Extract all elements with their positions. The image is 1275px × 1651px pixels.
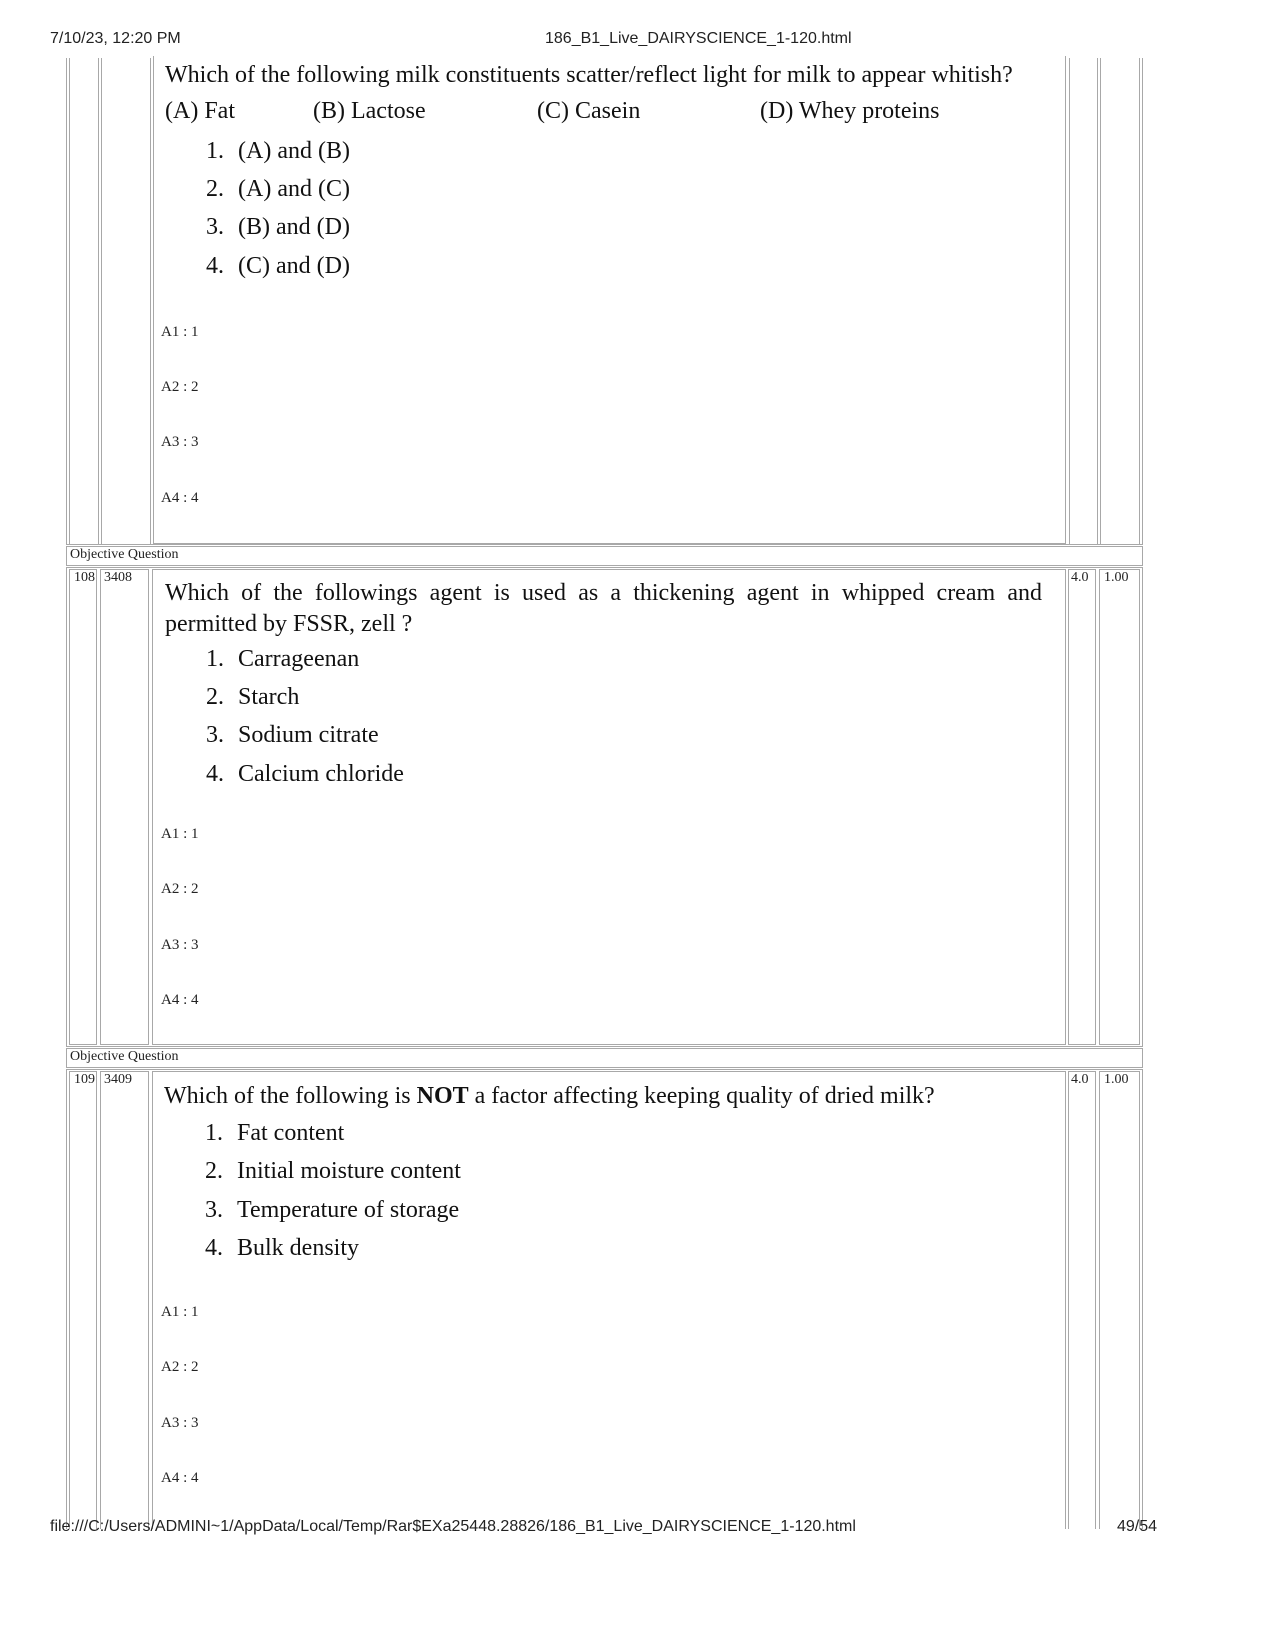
option-2: 2. (A) and (C)	[206, 176, 350, 202]
answer-id-2: A2 : 2	[161, 1359, 199, 1375]
answer-id-3: A3 : 3	[161, 1415, 199, 1431]
table-border	[150, 58, 151, 544]
sub-option-b: (B) Lactose	[313, 98, 426, 124]
marks: 4.0	[1071, 570, 1089, 585]
question-cell	[153, 56, 1066, 544]
print-title: 186_B1_Live_DAIRYSCIENCE_1-120.html	[545, 30, 852, 47]
qid-cell	[100, 569, 149, 1045]
serial-number: 108	[74, 570, 95, 585]
table-border	[1069, 58, 1070, 544]
table-border	[1139, 58, 1140, 544]
sub-option-c: (C) Casein	[537, 98, 641, 124]
answer-id-4: A4 : 4	[161, 992, 199, 1008]
question-type-row	[66, 546, 1143, 566]
sub-option-a: (A) Fat	[165, 98, 235, 124]
option-4: 4. (C) and (D)	[206, 253, 350, 279]
serial-cell	[69, 1071, 97, 1529]
qid-cell	[100, 1071, 149, 1529]
option-3: 3. Sodium citrate	[206, 722, 379, 748]
question-id: 3408	[104, 570, 132, 585]
answer-id-4: A4 : 4	[161, 1470, 199, 1486]
print-datetime: 7/10/23, 12:20 PM	[50, 30, 181, 47]
question-cell	[152, 569, 1066, 1045]
question-text: Which of the followings agent is used as a thickening agent in whipped cream and permitted by FSSR, zell ?	[165, 580, 1042, 637]
option-2: 2. Starch	[206, 684, 300, 710]
negative-marks: 1.00	[1104, 1072, 1129, 1087]
question-type-label: Objective Question	[70, 547, 179, 562]
sub-option-d: (D) Whey proteins	[760, 98, 940, 124]
question-text: Which of the following is NOT a factor affecting keeping quality of dried milk?	[164, 1083, 935, 1109]
option-4: 4. Calcium chloride	[206, 761, 404, 787]
option-2: 2. Initial moisture content	[205, 1158, 461, 1184]
question-type-label: Objective Question	[70, 1049, 179, 1064]
negative-marks: 1.00	[1104, 570, 1129, 585]
table-border	[66, 58, 67, 544]
print-file-path: file:///C:/Users/ADMINI~1/AppData/Local/Temp/Rar$EXa25448.28826/186_B1_Live_DAIRYSCIENCE_1-120.html	[50, 1518, 856, 1535]
answer-id-3: A3 : 3	[161, 937, 199, 953]
answer-id-1: A1 : 1	[161, 1304, 199, 1320]
marks-cell	[1068, 569, 1096, 1045]
emphasis-not: NOT	[416, 1083, 469, 1109]
serial-cell	[69, 569, 97, 1045]
marks-cell	[1068, 1071, 1096, 1529]
answer-id-4: A4 : 4	[161, 490, 199, 506]
answer-id-2: A2 : 2	[161, 881, 199, 897]
table-border	[101, 58, 102, 544]
table-border	[66, 544, 1143, 545]
answer-id-3: A3 : 3	[161, 434, 199, 450]
option-1: 1. Carrageenan	[206, 646, 360, 672]
question-text: Which of the following milk constituents scatter/reflect light for milk to appear whitish?	[165, 62, 1013, 88]
table-border	[1097, 58, 1098, 544]
negative-marks-cell	[1099, 1071, 1140, 1529]
answer-id-1: A1 : 1	[161, 324, 199, 340]
option-3: 3. (B) and (D)	[206, 214, 350, 240]
answer-id-2: A2 : 2	[161, 379, 199, 395]
table-border	[1142, 58, 1143, 544]
option-4: 4. Bulk density	[205, 1235, 360, 1261]
table-border	[98, 58, 99, 544]
answer-id-1: A1 : 1	[161, 826, 199, 842]
question-id: 3409	[104, 1072, 132, 1087]
option-1: 1. (A) and (B)	[206, 138, 350, 164]
print-page-number: 49/54	[1117, 1518, 1158, 1535]
option-3: 3. Temperature of storage	[205, 1197, 460, 1223]
negative-marks-cell	[1099, 569, 1140, 1045]
table-border	[69, 58, 70, 544]
question-type-row	[66, 1048, 1143, 1068]
option-1: 1. Fat content	[205, 1120, 345, 1146]
table-border	[1100, 58, 1101, 544]
marks: 4.0	[1071, 1072, 1089, 1087]
serial-number: 109	[74, 1072, 95, 1087]
